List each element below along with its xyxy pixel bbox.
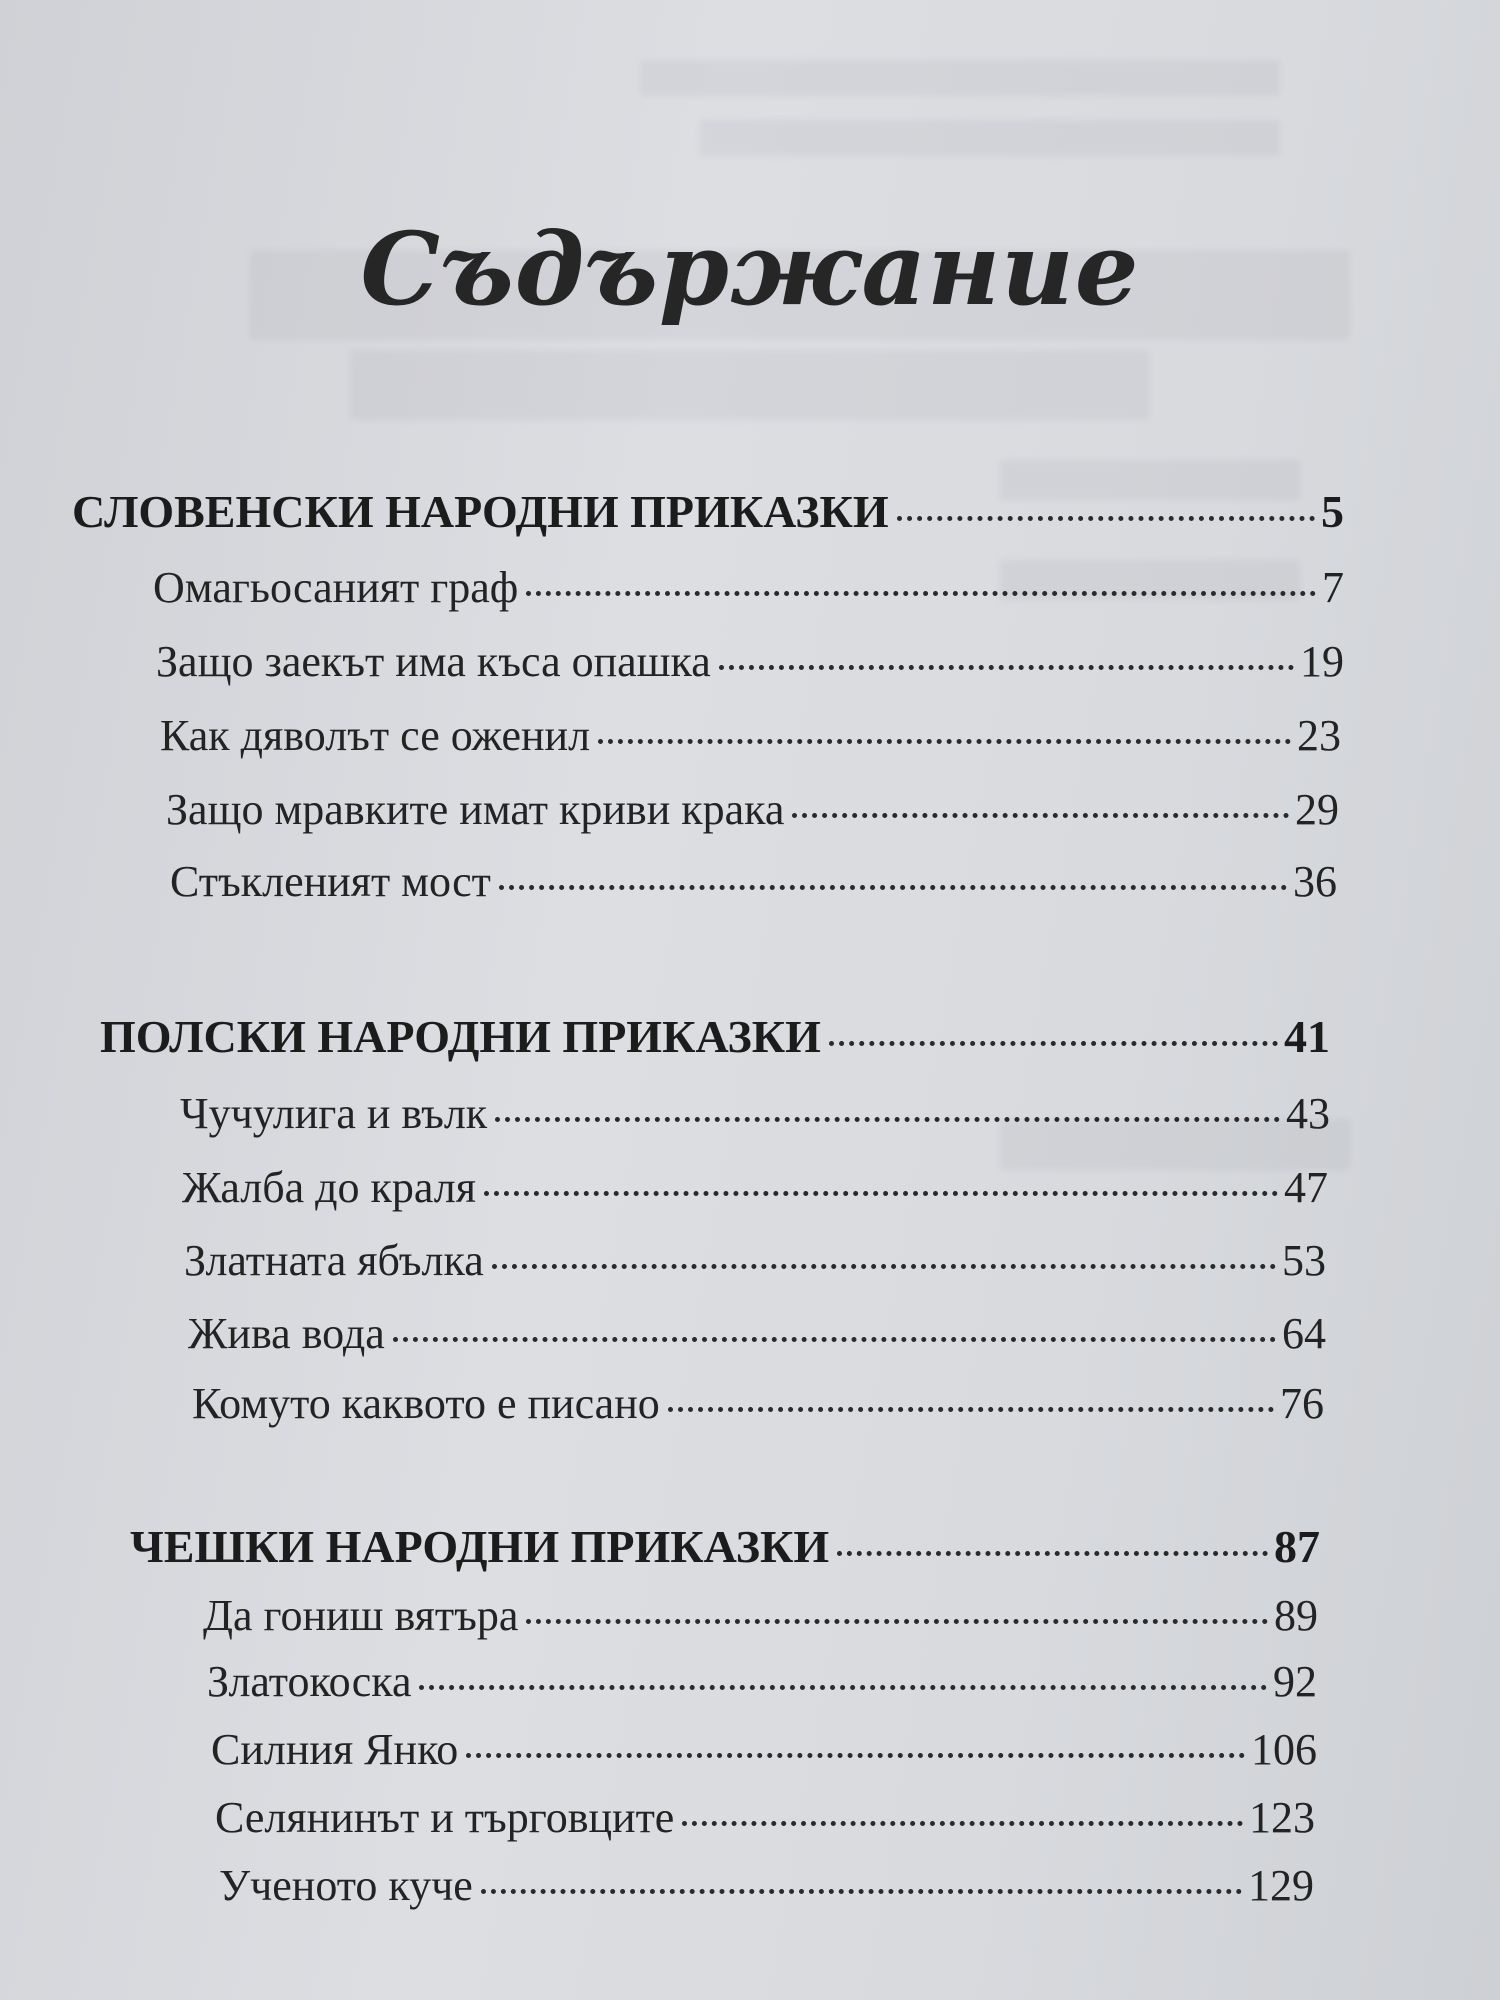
toc-entry[interactable] — [153, 562, 1344, 613]
toc-entry[interactable] — [160, 710, 1341, 761]
toc-entry[interactable] — [182, 1162, 1328, 1213]
section-heading-czech[interactable] — [130, 1520, 1320, 1573]
entry-title: Защо заекът има къса опашка — [156, 637, 711, 686]
dot-leader — [466, 1753, 1245, 1758]
dot-leader — [499, 885, 1287, 890]
toc-entry[interactable] — [219, 1860, 1314, 1911]
page-number: 106 — [1251, 1725, 1317, 1774]
section-heading-polish[interactable] — [100, 1010, 1330, 1063]
dot-leader — [492, 1264, 1276, 1269]
dot-leader — [668, 1407, 1274, 1412]
dot-leader — [526, 591, 1316, 596]
dot-leader — [792, 813, 1289, 818]
page-title: Съдържание — [360, 210, 1140, 328]
page-number: 64 — [1282, 1309, 1326, 1358]
page-number: 47 — [1284, 1163, 1328, 1212]
toc-entry[interactable] — [203, 1590, 1318, 1641]
toc-entry[interactable] — [166, 784, 1339, 835]
entry-title: Чучулига и вълк — [180, 1089, 488, 1138]
toc-entry[interactable] — [156, 636, 1344, 687]
page-number: 7 — [1322, 563, 1344, 612]
page-number: 92 — [1273, 1657, 1317, 1706]
page-number: 87 — [1274, 1521, 1320, 1572]
entry-title: Селянинът и търговците — [215, 1793, 675, 1842]
page-number: 53 — [1282, 1236, 1326, 1285]
dot-leader — [526, 1619, 1268, 1624]
toc-entry[interactable] — [180, 1088, 1330, 1139]
dot-leader — [897, 516, 1315, 521]
toc-entry[interactable] — [192, 1378, 1324, 1429]
section-title: ЧЕШКИ НАРОДНИ ПРИКАЗКИ — [130, 1521, 830, 1572]
page-number: 19 — [1300, 637, 1344, 686]
dot-leader — [419, 1685, 1267, 1690]
entry-title: Да гониш вятъра — [203, 1591, 519, 1640]
section-heading-slovenian[interactable] — [72, 485, 1344, 538]
page-number: 5 — [1321, 486, 1344, 537]
dot-leader — [481, 1889, 1242, 1894]
dot-leader — [719, 665, 1294, 670]
dot-leader — [837, 1551, 1268, 1556]
page-number: 23 — [1297, 711, 1341, 760]
entry-title: Как дяволът се оженил — [160, 711, 591, 760]
page-number: 123 — [1249, 1793, 1315, 1842]
entry-title: Жива вода — [188, 1309, 385, 1358]
dot-leader — [495, 1117, 1280, 1122]
entry-title: Комуто каквото е писано — [192, 1379, 660, 1428]
dot-leader — [829, 1041, 1278, 1046]
entry-title: Силния Янко — [211, 1725, 459, 1774]
page-number: 76 — [1280, 1379, 1324, 1428]
page-number: 43 — [1286, 1089, 1330, 1138]
entry-title: Ученото куче — [219, 1861, 473, 1910]
dot-leader — [598, 739, 1291, 744]
toc-entry[interactable] — [211, 1724, 1317, 1775]
page-number: 41 — [1284, 1011, 1330, 1062]
entry-title: Жалба до краля — [182, 1163, 476, 1212]
entry-title: Защо мравките имат криви крака — [166, 785, 785, 834]
dot-leader — [393, 1337, 1276, 1342]
section-title: ПОЛСКИ НАРОДНИ ПРИКАЗКИ — [100, 1011, 821, 1062]
page-number: 29 — [1295, 785, 1339, 834]
page-number: 36 — [1293, 857, 1337, 906]
page-number: 129 — [1248, 1861, 1314, 1910]
toc-entry[interactable] — [215, 1792, 1315, 1843]
entry-title: Златната ябълка — [184, 1236, 484, 1285]
toc-entry[interactable] — [170, 856, 1337, 907]
section-title: СЛОВЕНСКИ НАРОДНИ ПРИКАЗКИ — [72, 486, 889, 537]
entry-title: Златокоска — [207, 1657, 412, 1706]
dot-leader — [484, 1191, 1278, 1196]
toc-entry[interactable] — [184, 1235, 1326, 1286]
dot-leader — [682, 1821, 1243, 1826]
toc-entry[interactable] — [188, 1308, 1326, 1359]
page-number: 89 — [1274, 1591, 1318, 1640]
toc-entry[interactable] — [207, 1656, 1317, 1707]
entry-title: Омагьосаният граф — [153, 563, 519, 612]
entry-title: Стъкленият мост — [170, 857, 491, 906]
